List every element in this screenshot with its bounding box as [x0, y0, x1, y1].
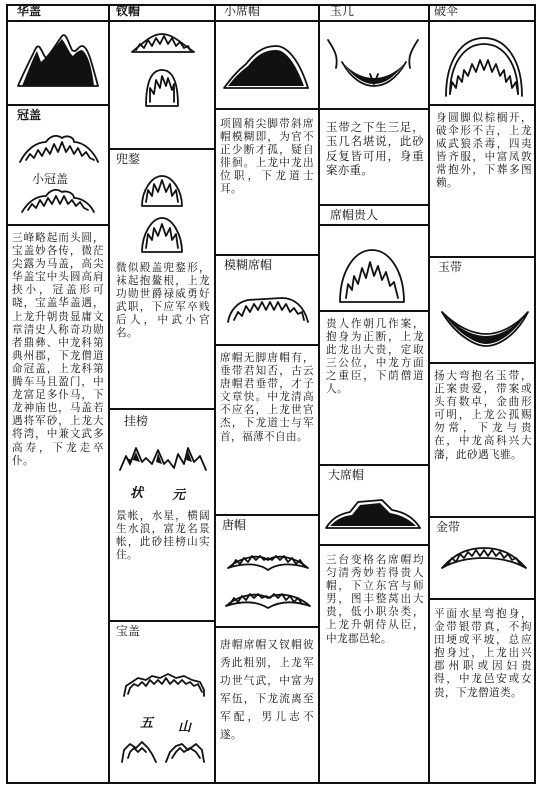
section-rule: [6, 104, 108, 106]
column-divider: [318, 4, 320, 784]
label-guabang-2: 元: [172, 488, 186, 503]
title-doumou: 兜鍪: [116, 152, 141, 166]
text-tangmao: 唐帽席帽又钗帽彼秀此粗别，上龙军功世气武，中富为军伍，下龙流离至军配，男儿志不遂。: [220, 639, 314, 741]
text-posan: 身圆脚似棕榈开，破伞形不吉，上龙威武狼杀毒，四夷皆齐服，中富凤敦常抱外，下葬多图赖。: [436, 112, 532, 190]
column-divider: [214, 4, 216, 784]
label-baogai-1: 五: [140, 716, 154, 731]
text-mohuximao: 席帽无脚唐帽有，垂带君知否，古云唐帽君垂带，才子文章快。中龙清高不应名，上龙世官杰，下龙道士与军首，福薄不自由。: [220, 352, 314, 443]
figure-mohuximao: [220, 282, 314, 336]
text-daximao: 三台变格名席帽均匀清秀妙若得贵人帽，下立东宫与师男，图丰整莴出大贵，低小职杂类，上龙升朝侍从臣，中龙郡邑轮。: [326, 554, 424, 645]
column-divider: [108, 4, 110, 784]
section-rule: [318, 224, 428, 226]
title-baogai: 宝盖: [116, 624, 141, 638]
figure-yudai: [436, 292, 532, 356]
figure-yuji: [322, 28, 424, 104]
section-rule: [318, 310, 428, 312]
title-ximaoguiren: 席帽贵人: [330, 208, 379, 222]
title-guabang: 挂榜: [124, 414, 149, 428]
title-xiaoguangai: 小冠盖: [32, 172, 69, 186]
section-rule: [428, 598, 536, 600]
figure-doumou: [132, 170, 192, 260]
title-chaimao: 钗帽: [116, 4, 141, 18]
text-doumou: 微似殿盖兜鍪形，袜起抱鳌根，上龙功勋世爵禄威勇好武职，下应军卒贱后人，中武小官名。: [116, 262, 210, 340]
text-col1: 三峰略起而头圆，宝盖妙各传，微茫尖露为马盖，高尖华盖宝中头圆高肩挟小，冠盖形可晓，宝盖华盖遇，上龙升朝贵显庸文章清史人称奇功勋者鼎彝、中龙科第典州郡，下龙僧道命冠盖，上龙科第腾车马且盈门，中龙富足多仆马，下龙神庙也，马盖若遇将军砂，上龙大将湾，中兼文武多高寿，下龙走卒仆。: [12, 232, 104, 467]
figure-xiaoguangai: [16, 184, 98, 220]
section-rule: [214, 514, 318, 516]
title-yudai: 玉带: [438, 260, 463, 274]
section-rule: [108, 408, 214, 410]
title-huagai: 华盖: [17, 4, 42, 18]
section-rule: [214, 108, 318, 110]
header-rule: [6, 20, 536, 22]
text-xiaoximao: 项圆稍尖脚带斜席帽模糊即，为官不正少断才孤，疑自徘徊。上龙中龙出位职，下龙道士耳。: [220, 118, 314, 196]
figure-jindai: [436, 540, 532, 596]
title-daximao: 大席帽: [328, 468, 365, 482]
text-yudai: 扬大弯抱名玉带，正案贵爱，带案或头有数卓，金曲形可明，上龙公孤赐勿常，下龙与贵在，中龙高科兴大藩，此砂遇飞骓。: [434, 370, 532, 461]
section-rule: [318, 204, 428, 206]
section-rule: [214, 254, 318, 256]
title-posan: 破伞: [434, 4, 459, 18]
figure-guangai: [12, 128, 102, 170]
figure-posan: [436, 24, 532, 104]
text-yuji: 玉带之下生三足，玉几名堪说，此砂反复皆可用，身重案亦重。: [326, 120, 424, 178]
section-rule: [214, 344, 318, 346]
figure-ximaoguiren: [330, 228, 416, 308]
title-jindai: 金带: [436, 520, 461, 534]
title-yuji: 玉几: [330, 4, 355, 18]
title-mohuximao: 模糊席帽: [224, 258, 273, 272]
section-rule: [428, 104, 536, 106]
title-guangai: 冠盖: [17, 108, 42, 122]
label-baogai-2: 山: [178, 720, 192, 735]
section-rule: [318, 464, 428, 466]
section-rule: [108, 148, 214, 150]
section-rule: [428, 256, 536, 258]
figure-chaimao: [116, 24, 208, 120]
section-rule: [214, 626, 318, 628]
section-rule: [6, 224, 108, 226]
title-tangmao: 唐帽: [222, 518, 247, 532]
section-rule: [318, 544, 428, 546]
figure-guabang: [116, 440, 210, 480]
figure-xiaoximao: [218, 26, 314, 106]
label-guabang-1: 状: [130, 486, 144, 501]
text-guabang: 景帐，水星，横阔生水浪，富龙名景帐，此砂挂榜山实住。: [116, 510, 210, 562]
title-xiaoximao: 小席帽: [224, 4, 261, 18]
column-divider: [428, 4, 430, 784]
text-jindai: 平面水星弯抱身，金带银带真，不拘田埂或平坡，总应抱身过，上龙出兴郡州职或因妇贵得，中龙邑安或女贵，下龙僧道类。: [434, 608, 532, 699]
section-rule: [108, 620, 214, 622]
figure-tangmao: [220, 540, 314, 620]
figure-huagai: [10, 24, 106, 104]
figure-daximao: [322, 488, 424, 538]
section-rule: [428, 362, 536, 364]
section-rule: [318, 108, 428, 110]
figure-baogai: [116, 654, 210, 774]
section-rule: [428, 516, 536, 518]
text-ximaoguiren: 贵人作朝几作案，抱身为正断，上龙此龙出大贵，定取三公位，中龙方面之重臣，下荫僧道人。: [326, 318, 424, 396]
